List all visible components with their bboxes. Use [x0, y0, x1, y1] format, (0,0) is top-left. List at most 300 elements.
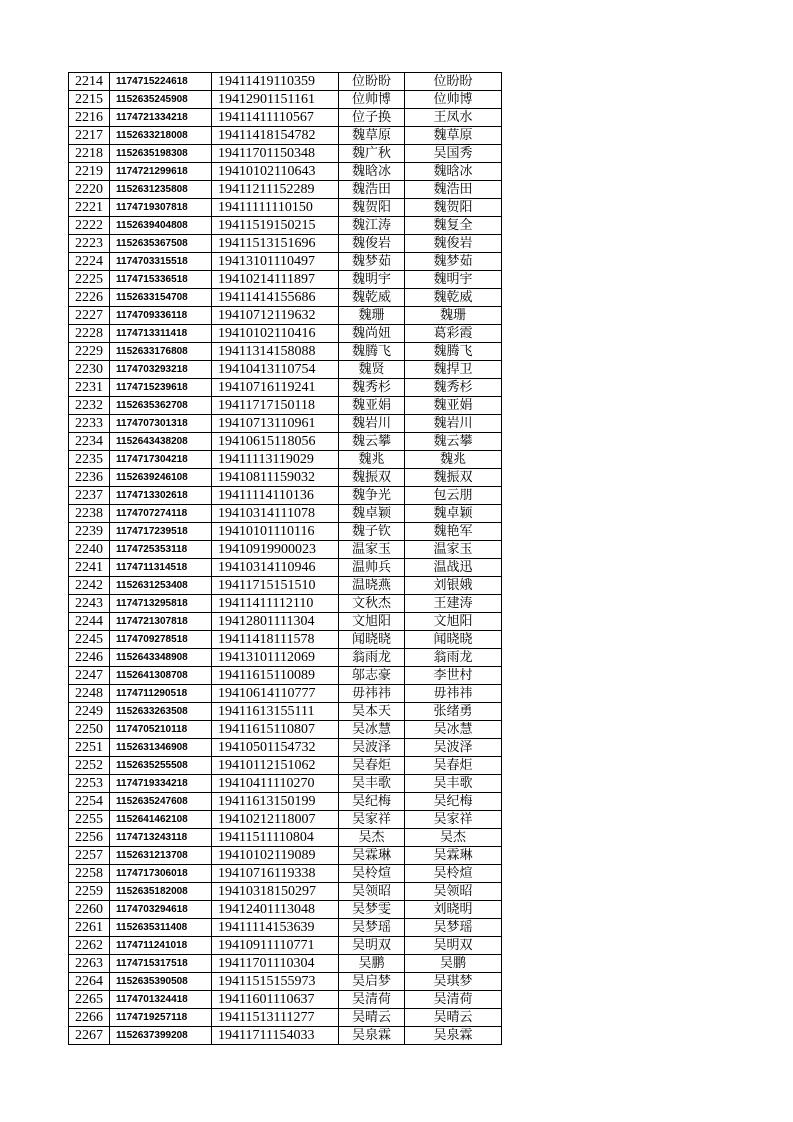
table-row — [69, 883, 502, 901]
alternate-name-cell: 魏腾飞 — [405, 343, 502, 361]
name-cell: 位盼盼 — [339, 73, 405, 91]
name-cell: 吴柃煊 — [339, 865, 405, 883]
candidate-id-cell: 19411411110567 — [212, 109, 339, 127]
candidate-id-cell: 19411111110150 — [212, 199, 339, 217]
registration-code-cell: 1152639404808 — [110, 217, 212, 235]
name-cell: 吴梦雯 — [339, 901, 405, 919]
alternate-name-cell: 吴春炬 — [405, 757, 502, 775]
row-number-cell: 2244 — [69, 613, 110, 631]
alternate-name-cell: 闻晓晓 — [405, 631, 502, 649]
name-cell: 吴启梦 — [339, 973, 405, 991]
table-row — [69, 451, 502, 469]
table-row — [69, 397, 502, 415]
data-table — [68, 72, 502, 1045]
alternate-name-cell: 吴霖琳 — [405, 847, 502, 865]
candidate-id-cell: 19411701110304 — [212, 955, 339, 973]
registration-code-cell: 1152635245908 — [110, 91, 212, 109]
registration-code-cell: 1174721307818 — [110, 613, 212, 631]
row-number-cell: 2247 — [69, 667, 110, 685]
candidate-id-cell: 19410413110754 — [212, 361, 339, 379]
registration-code-cell: 1174711290518 — [110, 685, 212, 703]
registration-code-cell: 1152639246108 — [110, 469, 212, 487]
name-cell: 吴清荷 — [339, 991, 405, 1009]
candidate-id-cell: 19410716119338 — [212, 865, 339, 883]
candidate-id-cell: 19411314158088 — [212, 343, 339, 361]
row-number-cell: 2245 — [69, 631, 110, 649]
registration-code-cell: 1174713302618 — [110, 487, 212, 505]
registration-code-cell: 1152633154708 — [110, 289, 212, 307]
table-row — [69, 253, 502, 271]
alternate-name-cell: 魏乾威 — [405, 289, 502, 307]
row-number-cell: 2227 — [69, 307, 110, 325]
candidate-id-cell: 19410318150297 — [212, 883, 339, 901]
row-number-cell: 2236 — [69, 469, 110, 487]
name-cell: 魏珊 — [339, 307, 405, 325]
row-number-cell: 2263 — [69, 955, 110, 973]
row-number-cell: 2250 — [69, 721, 110, 739]
alternate-name-cell: 文旭阳 — [405, 613, 502, 631]
candidate-id-cell: 19410716119241 — [212, 379, 339, 397]
candidate-id-cell: 19410713110961 — [212, 415, 339, 433]
name-cell: 吴纪梅 — [339, 793, 405, 811]
candidate-id-cell: 19411715151510 — [212, 577, 339, 595]
row-number-cell: 2230 — [69, 361, 110, 379]
alternate-name-cell: 魏云攀 — [405, 433, 502, 451]
registration-code-cell: 1174721334218 — [110, 109, 212, 127]
registration-code-cell: 1152635311408 — [110, 919, 212, 937]
candidate-id-cell: 19410911110771 — [212, 937, 339, 955]
candidate-id-cell: 19411701150348 — [212, 145, 339, 163]
alternate-name-cell: 吴明双 — [405, 937, 502, 955]
row-number-cell: 2249 — [69, 703, 110, 721]
candidate-id-cell: 19411114110136 — [212, 487, 339, 505]
alternate-name-cell: 吴梦瑶 — [405, 919, 502, 937]
table-row — [69, 847, 502, 865]
table-row — [69, 739, 502, 757]
table-row — [69, 415, 502, 433]
candidate-id-cell: 19411418111578 — [212, 631, 339, 649]
registration-code-cell: 1152635367508 — [110, 235, 212, 253]
name-cell: 吴泉霖 — [339, 1027, 405, 1045]
registration-code-cell: 1174713295818 — [110, 595, 212, 613]
name-cell: 吴明双 — [339, 937, 405, 955]
row-number-cell: 2226 — [69, 289, 110, 307]
candidate-id-cell: 19411414155686 — [212, 289, 339, 307]
table-row — [69, 181, 502, 199]
registration-code-cell: 1152631235808 — [110, 181, 212, 199]
candidate-id-cell: 19411513111277 — [212, 1009, 339, 1027]
name-cell: 魏秀杉 — [339, 379, 405, 397]
name-cell: 魏浩田 — [339, 181, 405, 199]
registration-code-cell: 1174719334218 — [110, 775, 212, 793]
table-row — [69, 757, 502, 775]
table-row — [69, 649, 502, 667]
candidate-id-cell: 19410102110643 — [212, 163, 339, 181]
alternate-name-cell: 张绪勇 — [405, 703, 502, 721]
name-cell: 魏尚妞 — [339, 325, 405, 343]
candidate-id-cell: 19411519150215 — [212, 217, 339, 235]
registration-code-cell: 1152633176808 — [110, 343, 212, 361]
registration-code-cell: 1174719307818 — [110, 199, 212, 217]
candidate-id-cell: 19411711154033 — [212, 1027, 339, 1045]
table-row — [69, 685, 502, 703]
row-number-cell: 2237 — [69, 487, 110, 505]
name-cell: 魏广秋 — [339, 145, 405, 163]
row-number-cell: 2251 — [69, 739, 110, 757]
table-row — [69, 127, 502, 145]
alternate-name-cell: 吴泉霖 — [405, 1027, 502, 1045]
alternate-name-cell: 魏岩川 — [405, 415, 502, 433]
table-row — [69, 145, 502, 163]
row-number-cell: 2233 — [69, 415, 110, 433]
row-number-cell: 2246 — [69, 649, 110, 667]
alternate-name-cell: 魏艳军 — [405, 523, 502, 541]
table-row — [69, 937, 502, 955]
registration-code-cell: 1152641308708 — [110, 667, 212, 685]
name-cell: 魏梦茹 — [339, 253, 405, 271]
name-cell: 吴晴云 — [339, 1009, 405, 1027]
row-number-cell: 2239 — [69, 523, 110, 541]
registration-code-cell: 1152633218008 — [110, 127, 212, 145]
name-cell: 吴春炬 — [339, 757, 405, 775]
candidate-id-cell: 19411613155111 — [212, 703, 339, 721]
table-row — [69, 613, 502, 631]
name-cell: 吴杰 — [339, 829, 405, 847]
row-number-cell: 2266 — [69, 1009, 110, 1027]
table-row — [69, 703, 502, 721]
table-row — [69, 307, 502, 325]
alternate-name-cell: 魏晗冰 — [405, 163, 502, 181]
candidate-id-cell: 19410101110116 — [212, 523, 339, 541]
row-number-cell: 2257 — [69, 847, 110, 865]
alternate-name-cell: 吴柃煊 — [405, 865, 502, 883]
candidate-id-cell: 19411513151696 — [212, 235, 339, 253]
alternate-name-cell: 吴琪梦 — [405, 973, 502, 991]
table-row — [69, 271, 502, 289]
registration-code-cell: 1152637399208 — [110, 1027, 212, 1045]
name-cell: 位子换 — [339, 109, 405, 127]
registration-code-cell: 1174701324418 — [110, 991, 212, 1009]
table-row — [69, 343, 502, 361]
row-number-cell: 2265 — [69, 991, 110, 1009]
row-number-cell: 2241 — [69, 559, 110, 577]
row-number-cell: 2216 — [69, 109, 110, 127]
alternate-name-cell: 吴冰慧 — [405, 721, 502, 739]
name-cell: 温帅兵 — [339, 559, 405, 577]
alternate-name-cell: 魏兆 — [405, 451, 502, 469]
row-number-cell: 2242 — [69, 577, 110, 595]
registration-code-cell: 1174707274118 — [110, 505, 212, 523]
name-cell: 温晓燕 — [339, 577, 405, 595]
table-row — [69, 901, 502, 919]
registration-code-cell: 1152633263508 — [110, 703, 212, 721]
row-number-cell: 2234 — [69, 433, 110, 451]
candidate-id-cell: 19410712119632 — [212, 307, 339, 325]
registration-code-cell: 1152631213708 — [110, 847, 212, 865]
table-row — [69, 631, 502, 649]
alternate-name-cell: 刘银娥 — [405, 577, 502, 595]
candidate-id-cell: 19410212118007 — [212, 811, 339, 829]
name-cell: 魏俊岩 — [339, 235, 405, 253]
table-row — [69, 469, 502, 487]
alternate-name-cell: 吴鹏 — [405, 955, 502, 973]
candidate-id-cell: 19410501154732 — [212, 739, 339, 757]
name-cell: 魏振双 — [339, 469, 405, 487]
registration-code-cell: 1174709336118 — [110, 307, 212, 325]
alternate-name-cell: 刘晓明 — [405, 901, 502, 919]
name-cell: 魏兆 — [339, 451, 405, 469]
row-number-cell: 2219 — [69, 163, 110, 181]
candidate-id-cell: 19411419110359 — [212, 73, 339, 91]
name-cell: 魏贤 — [339, 361, 405, 379]
alternate-name-cell: 温家玉 — [405, 541, 502, 559]
row-number-cell: 2253 — [69, 775, 110, 793]
name-cell: 魏江涛 — [339, 217, 405, 235]
alternate-name-cell: 吴家祥 — [405, 811, 502, 829]
registration-code-cell: 1152635247608 — [110, 793, 212, 811]
alternate-name-cell: 魏草原 — [405, 127, 502, 145]
row-number-cell: 2222 — [69, 217, 110, 235]
alternate-name-cell: 魏贺阳 — [405, 199, 502, 217]
table-row — [69, 1009, 502, 1027]
table-row — [69, 487, 502, 505]
registration-code-cell: 1174711314518 — [110, 559, 212, 577]
table-row — [69, 955, 502, 973]
row-number-cell: 2220 — [69, 181, 110, 199]
table-row — [69, 1027, 502, 1045]
table-row — [69, 433, 502, 451]
table-row — [69, 973, 502, 991]
name-cell: 毋祎祎 — [339, 685, 405, 703]
registration-code-cell: 1174713243118 — [110, 829, 212, 847]
candidate-id-cell: 19413101110497 — [212, 253, 339, 271]
row-number-cell: 2224 — [69, 253, 110, 271]
alternate-name-cell: 魏捍卫 — [405, 361, 502, 379]
registration-code-cell: 1152635255508 — [110, 757, 212, 775]
row-number-cell: 2264 — [69, 973, 110, 991]
name-cell: 温家玉 — [339, 541, 405, 559]
alternate-name-cell: 葛彩霞 — [405, 325, 502, 343]
alternate-name-cell: 王建涛 — [405, 595, 502, 613]
name-cell: 魏腾飞 — [339, 343, 405, 361]
table-row — [69, 325, 502, 343]
row-number-cell: 2229 — [69, 343, 110, 361]
row-number-cell: 2240 — [69, 541, 110, 559]
candidate-id-cell: 19413101112069 — [212, 649, 339, 667]
name-cell: 吴丰歌 — [339, 775, 405, 793]
row-number-cell: 2228 — [69, 325, 110, 343]
registration-code-cell: 1174717306018 — [110, 865, 212, 883]
registration-code-cell: 1174721299618 — [110, 163, 212, 181]
name-cell: 吴梦瑶 — [339, 919, 405, 937]
row-number-cell: 2252 — [69, 757, 110, 775]
candidate-id-cell: 19411717150118 — [212, 397, 339, 415]
candidate-id-cell: 19410102110416 — [212, 325, 339, 343]
name-cell: 位帅博 — [339, 91, 405, 109]
registration-code-cell: 1174711241018 — [110, 937, 212, 955]
candidate-id-cell: 19410314111078 — [212, 505, 339, 523]
candidate-id-cell: 19411113119029 — [212, 451, 339, 469]
candidate-id-cell: 19410102119089 — [212, 847, 339, 865]
table-row — [69, 829, 502, 847]
alternate-name-cell: 魏俊岩 — [405, 235, 502, 253]
table-row — [69, 163, 502, 181]
table-row — [69, 991, 502, 1009]
registration-code-cell: 1174725353118 — [110, 541, 212, 559]
registration-code-cell: 1174715224618 — [110, 73, 212, 91]
table-row — [69, 217, 502, 235]
table-row — [69, 523, 502, 541]
name-cell: 邬志豪 — [339, 667, 405, 685]
table-row — [69, 361, 502, 379]
registration-code-cell: 1174717239518 — [110, 523, 212, 541]
registration-code-cell: 1152635390508 — [110, 973, 212, 991]
candidate-id-cell: 19410615118056 — [212, 433, 339, 451]
table-body — [69, 73, 502, 1045]
candidate-id-cell: 19410919900023 — [212, 541, 339, 559]
row-number-cell: 2238 — [69, 505, 110, 523]
name-cell: 吴鹏 — [339, 955, 405, 973]
name-cell: 魏岩川 — [339, 415, 405, 433]
row-number-cell: 2225 — [69, 271, 110, 289]
row-number-cell: 2221 — [69, 199, 110, 217]
alternate-name-cell: 吴波泽 — [405, 739, 502, 757]
alternate-name-cell: 魏梦茹 — [405, 253, 502, 271]
table-row — [69, 91, 502, 109]
table-row — [69, 379, 502, 397]
registration-code-cell: 1174715239618 — [110, 379, 212, 397]
row-number-cell: 2217 — [69, 127, 110, 145]
table-row — [69, 865, 502, 883]
alternate-name-cell: 魏明宇 — [405, 271, 502, 289]
candidate-id-cell: 19411613150199 — [212, 793, 339, 811]
table-row — [69, 505, 502, 523]
row-number-cell: 2260 — [69, 901, 110, 919]
registration-code-cell: 1174703293218 — [110, 361, 212, 379]
row-number-cell: 2214 — [69, 73, 110, 91]
name-cell: 魏争光 — [339, 487, 405, 505]
alternate-name-cell: 魏珊 — [405, 307, 502, 325]
candidate-id-cell: 19411511110804 — [212, 829, 339, 847]
row-number-cell: 2235 — [69, 451, 110, 469]
candidate-id-cell: 19411114153639 — [212, 919, 339, 937]
name-cell: 文旭阳 — [339, 613, 405, 631]
table-row — [69, 919, 502, 937]
name-cell: 文秋杰 — [339, 595, 405, 613]
row-number-cell: 2259 — [69, 883, 110, 901]
alternate-name-cell: 温战迅 — [405, 559, 502, 577]
alternate-name-cell: 吴国秀 — [405, 145, 502, 163]
alternate-name-cell: 李世村 — [405, 667, 502, 685]
registration-code-cell: 1152635362708 — [110, 397, 212, 415]
table-row — [69, 541, 502, 559]
alternate-name-cell: 吴杰 — [405, 829, 502, 847]
alternate-name-cell: 王凤水 — [405, 109, 502, 127]
registration-code-cell: 1174703294618 — [110, 901, 212, 919]
row-number-cell: 2261 — [69, 919, 110, 937]
name-cell: 魏贺阳 — [339, 199, 405, 217]
alternate-name-cell: 位帅博 — [405, 91, 502, 109]
registration-code-cell: 1174719257118 — [110, 1009, 212, 1027]
alternate-name-cell: 翁雨龙 — [405, 649, 502, 667]
candidate-id-cell: 19411211152289 — [212, 181, 339, 199]
alternate-name-cell: 包云朋 — [405, 487, 502, 505]
name-cell: 吴领昭 — [339, 883, 405, 901]
name-cell: 魏亚娟 — [339, 397, 405, 415]
row-number-cell: 2232 — [69, 397, 110, 415]
table-row — [69, 721, 502, 739]
row-number-cell: 2254 — [69, 793, 110, 811]
candidate-id-cell: 19410314110946 — [212, 559, 339, 577]
registration-code-cell: 1174715336518 — [110, 271, 212, 289]
row-number-cell: 2258 — [69, 865, 110, 883]
registration-code-cell: 1152643348908 — [110, 649, 212, 667]
candidate-id-cell: 19411615110807 — [212, 721, 339, 739]
registration-code-cell: 1152631346908 — [110, 739, 212, 757]
name-cell: 魏子钦 — [339, 523, 405, 541]
alternate-name-cell: 毋祎祎 — [405, 685, 502, 703]
row-number-cell: 2256 — [69, 829, 110, 847]
candidate-id-cell: 19410411110270 — [212, 775, 339, 793]
name-cell: 魏晗冰 — [339, 163, 405, 181]
registration-code-cell: 1152631253408 — [110, 577, 212, 595]
table-row — [69, 289, 502, 307]
registration-code-cell: 1152635182008 — [110, 883, 212, 901]
registration-code-cell: 1174713311418 — [110, 325, 212, 343]
table-row — [69, 109, 502, 127]
candidate-id-cell: 19411418154782 — [212, 127, 339, 145]
row-number-cell: 2248 — [69, 685, 110, 703]
name-cell: 吴本天 — [339, 703, 405, 721]
alternate-name-cell: 魏秀杉 — [405, 379, 502, 397]
table-row — [69, 595, 502, 613]
row-number-cell: 2231 — [69, 379, 110, 397]
row-number-cell: 2243 — [69, 595, 110, 613]
row-number-cell: 2218 — [69, 145, 110, 163]
alternate-name-cell: 魏卓颖 — [405, 505, 502, 523]
alternate-name-cell: 位盼盼 — [405, 73, 502, 91]
registration-code-cell: 1174717304218 — [110, 451, 212, 469]
registration-code-cell: 1152641462108 — [110, 811, 212, 829]
alternate-name-cell: 吴晴云 — [405, 1009, 502, 1027]
alternate-name-cell: 吴纪梅 — [405, 793, 502, 811]
table-row — [69, 73, 502, 91]
candidate-id-cell: 19412801111304 — [212, 613, 339, 631]
row-number-cell: 2255 — [69, 811, 110, 829]
alternate-name-cell: 吴丰歌 — [405, 775, 502, 793]
candidate-id-cell: 19411601110637 — [212, 991, 339, 1009]
name-cell: 魏云攀 — [339, 433, 405, 451]
table-row — [69, 793, 502, 811]
table-row — [69, 559, 502, 577]
table-row — [69, 199, 502, 217]
name-cell: 魏卓颖 — [339, 505, 405, 523]
table-row — [69, 235, 502, 253]
name-cell: 魏乾威 — [339, 289, 405, 307]
table-row — [69, 667, 502, 685]
candidate-id-cell: 19410112151062 — [212, 757, 339, 775]
alternate-name-cell: 吴清荷 — [405, 991, 502, 1009]
name-cell: 吴冰慧 — [339, 721, 405, 739]
alternate-name-cell: 魏浩田 — [405, 181, 502, 199]
candidate-id-cell: 19411515155973 — [212, 973, 339, 991]
table-row — [69, 775, 502, 793]
name-cell: 翁雨龙 — [339, 649, 405, 667]
candidate-id-cell: 19411615110089 — [212, 667, 339, 685]
registration-code-cell: 1174715317518 — [110, 955, 212, 973]
registration-code-cell: 1174705210118 — [110, 721, 212, 739]
candidate-id-cell: 19411411112110 — [212, 595, 339, 613]
